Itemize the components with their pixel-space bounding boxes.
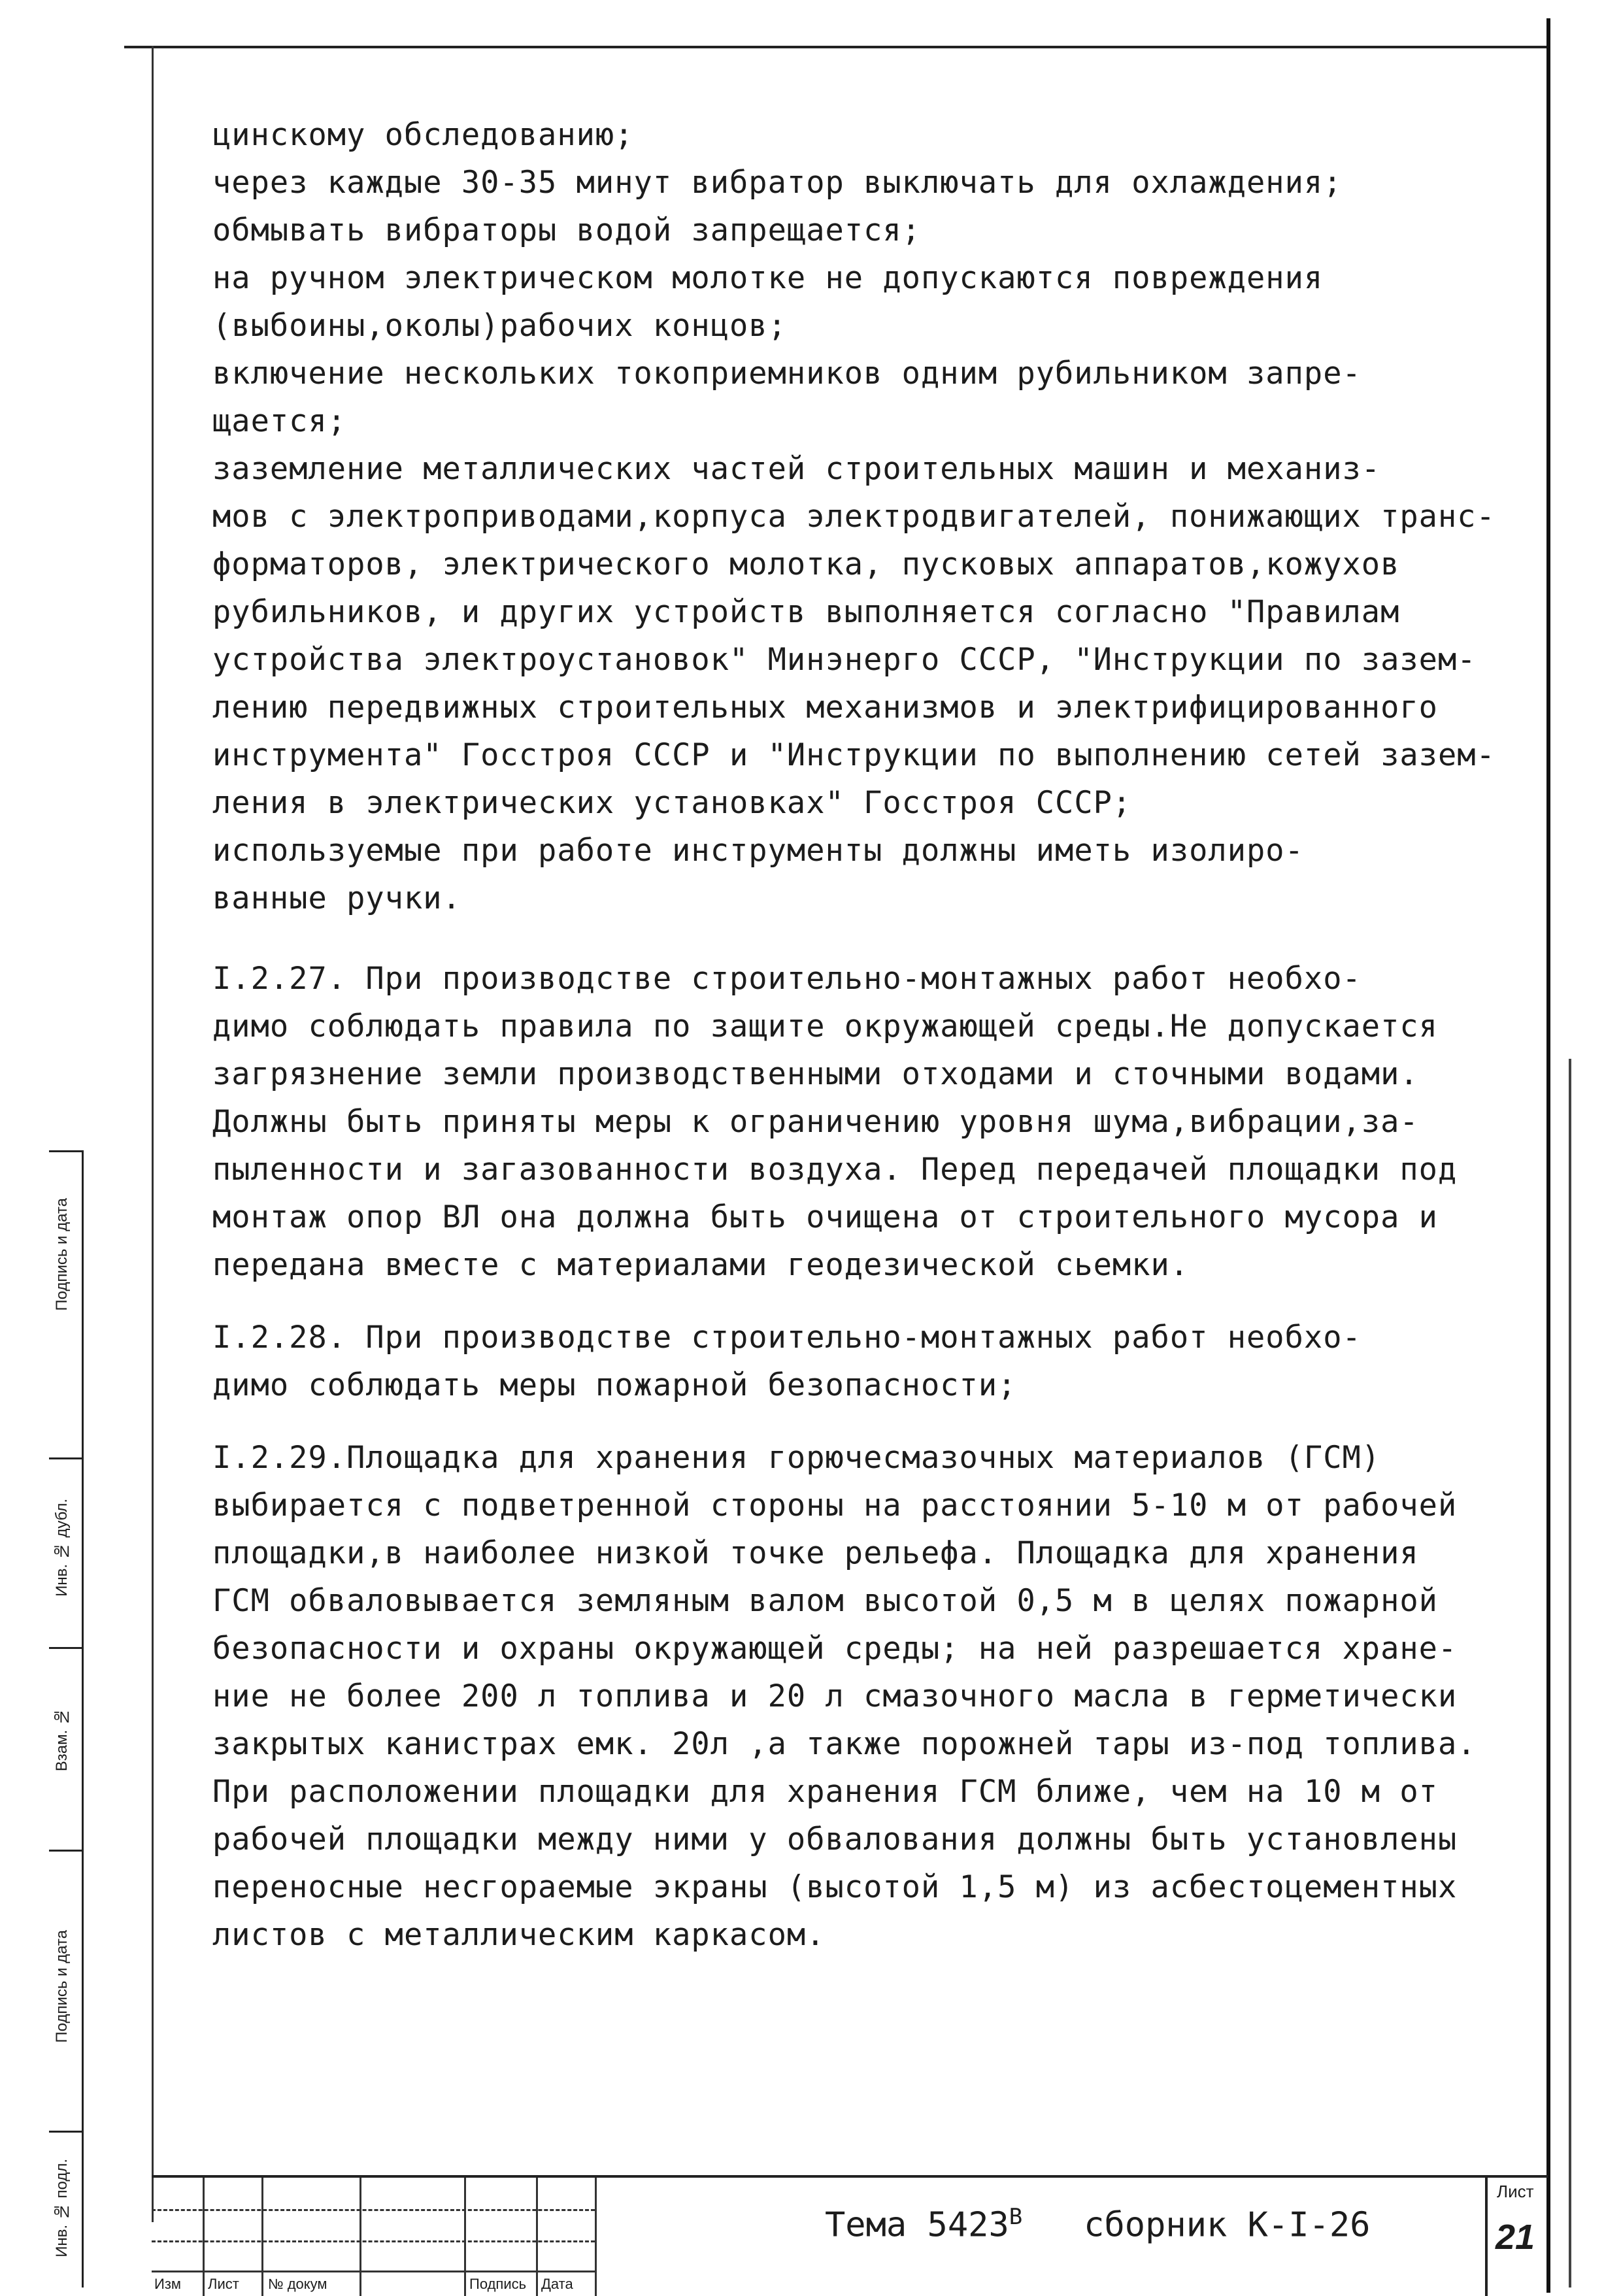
sheet-number-box <box>1485 2178 1550 2296</box>
text-line: выбирается с подветренной стороны на расстоянии 5-10 м от рабочей <box>212 1488 1458 1523</box>
side-cell-dubl <box>49 1457 82 1649</box>
text-line: площадки,в наиболее низкой точке рельефа. Площадка для хранения <box>212 1535 1419 1571</box>
paragraph-1-2-28 <box>212 1314 1539 1409</box>
side-label: Инв. № подл. <box>53 2159 71 2257</box>
title-block-row <box>152 2209 595 2211</box>
theme-number: Тема 5423 <box>825 2205 1009 2245</box>
text-line: ления в электрических установках" Госстроя СССР; <box>212 785 1132 821</box>
text-line: монтаж опор ВЛ она должна быть очищена от строительного мусора и <box>212 1199 1438 1235</box>
text-line: димо соблюдать меры пожарной безопасности; <box>212 1367 1017 1403</box>
document-theme <box>825 2204 1370 2244</box>
page-frame-left <box>152 46 154 2222</box>
text-line: I.2.28. При производстве строительно-монтажных работ необхо- <box>212 1320 1362 1356</box>
text-line: цинскому обследованию; <box>212 117 634 153</box>
text-line: на ручном электрическом молотке не допускаются повреждения <box>212 260 1324 296</box>
side-label: Взам. № <box>53 1708 71 1772</box>
text-line: Должны быть приняты меры к ограничению уровня шума,вибрации,за- <box>212 1104 1419 1140</box>
text-line: ние не более 200 л топлива и 20 л смазочного масла в герметически <box>212 1678 1458 1714</box>
text-line: щается; <box>212 403 347 439</box>
text-line: используемые при работе инструменты должны иметь изолиро- <box>212 833 1304 869</box>
sheet-label: Лист <box>1497 2182 1534 2201</box>
side-label: Подпись и дата <box>53 1930 71 2043</box>
text-line: При расположении площадки для хранения ГСМ ближе, чем на 10 м от <box>212 1774 1438 1810</box>
text-line: (выбоины,околы)рабочих концов; <box>212 308 787 344</box>
column-header-podpis: Подпись <box>469 2276 527 2292</box>
text-line: листов с металлическим каркасом. <box>212 1917 826 1953</box>
title-block-row <box>152 2271 595 2272</box>
text-line: I.2.27. При производстве строительно-монтажных работ необхо- <box>212 961 1362 997</box>
safety-rules-block <box>212 111 1539 922</box>
sheet-number: 21 <box>1496 2218 1535 2257</box>
collection-name: сборник К-I-26 <box>1084 2205 1371 2245</box>
title-block <box>152 2175 1548 2296</box>
page-frame-right <box>1546 18 1550 2293</box>
title-block-divider <box>595 2178 597 2296</box>
text-line: включение нескольких токоприемников одним рубильником запре- <box>212 356 1362 391</box>
page-frame-right-outer <box>1569 1059 1571 2288</box>
side-cell-podl <box>49 2131 82 2289</box>
side-stamp-strip <box>49 1150 84 2288</box>
text-line: мов с электроприводами,корпуса электродвигателей, понижающих транс- <box>212 499 1496 535</box>
side-cell-vzam <box>49 1647 82 1852</box>
title-block-divider <box>536 2178 538 2296</box>
text-line: ГСМ обваловывается земляным валом высотой 0,5 м в целях пожарной <box>212 1583 1438 1619</box>
side-cell-signature-bottom <box>49 1850 82 2133</box>
text-line: димо соблюдать правила по защите окружающей среды.Не допускается <box>212 1008 1438 1044</box>
text-line: заземление металлических частей строительных машин и механиз- <box>212 451 1381 487</box>
text-line: инструмента" Госстроя СССР и "Инструкции по выполнению сетей зазем- <box>212 737 1496 773</box>
text-line: лению передвижных строительных механизмов и электрифицированного <box>212 690 1438 725</box>
text-line: форматоров, электрического молотка, пусковых аппаратов,кожухов <box>212 546 1400 582</box>
column-header-dokum: № докум <box>268 2276 327 2292</box>
text-line: пыленности и загазованности воздуха. Перед передачей площадки под <box>212 1152 1458 1188</box>
text-line: безопасности и охраны окружающей среды; на ней разрешается хране- <box>212 1631 1458 1667</box>
text-line: I.2.29.Площадка для хранения горючесмазочных материалов (ГСМ) <box>212 1440 1381 1476</box>
title-block-divider <box>261 2178 263 2296</box>
text-line: передана вместе с материалами геодезической сьемки. <box>212 1247 1190 1283</box>
text-line: через каждые 30-35 минут вибратор выключать для охлаждения; <box>212 165 1343 201</box>
side-label: Инв. № дубл. <box>53 1499 71 1597</box>
title-block-divider <box>464 2178 466 2296</box>
text-line: загрязнение земли производственными отходами и сточными водами. <box>212 1056 1419 1092</box>
text-line: рубильников, и других устройств выполняется согласно "Правилам <box>212 594 1400 630</box>
text-line: рабочей площадки между ними у обвалования должны быть установлены <box>212 1822 1458 1857</box>
title-block-row <box>152 2240 595 2242</box>
side-label: Подпись и дата <box>53 1198 71 1311</box>
side-cell-signature-top <box>49 1150 82 1459</box>
paragraph-1-2-29 <box>212 1434 1539 1959</box>
title-block-divider <box>359 2178 361 2296</box>
column-header-izm: Изм <box>154 2276 182 2292</box>
text-line: обмывать вибраторы водой запрещается; <box>212 212 921 248</box>
column-header-list: Лист <box>208 2276 239 2292</box>
text-line: устройства электроустановок" Минэнерго СССР, "Инструкции по зазем- <box>212 642 1477 678</box>
document-body <box>212 111 1539 1959</box>
theme-superscript: В <box>1009 2204 1023 2230</box>
column-header-data: Дата <box>541 2276 573 2292</box>
paragraph-1-2-27 <box>212 955 1539 1289</box>
text-line: переносные несгораемые экраны (высотой 1,5 м) из асбестоцементных <box>212 1869 1458 1905</box>
text-line: ванные ручки. <box>212 880 461 916</box>
title-block-divider <box>203 2178 205 2296</box>
text-line: закрытых канистрах емк. 20л ,а также порожней тары из-под топлива. <box>212 1726 1477 1762</box>
page-frame-top <box>124 46 1549 48</box>
